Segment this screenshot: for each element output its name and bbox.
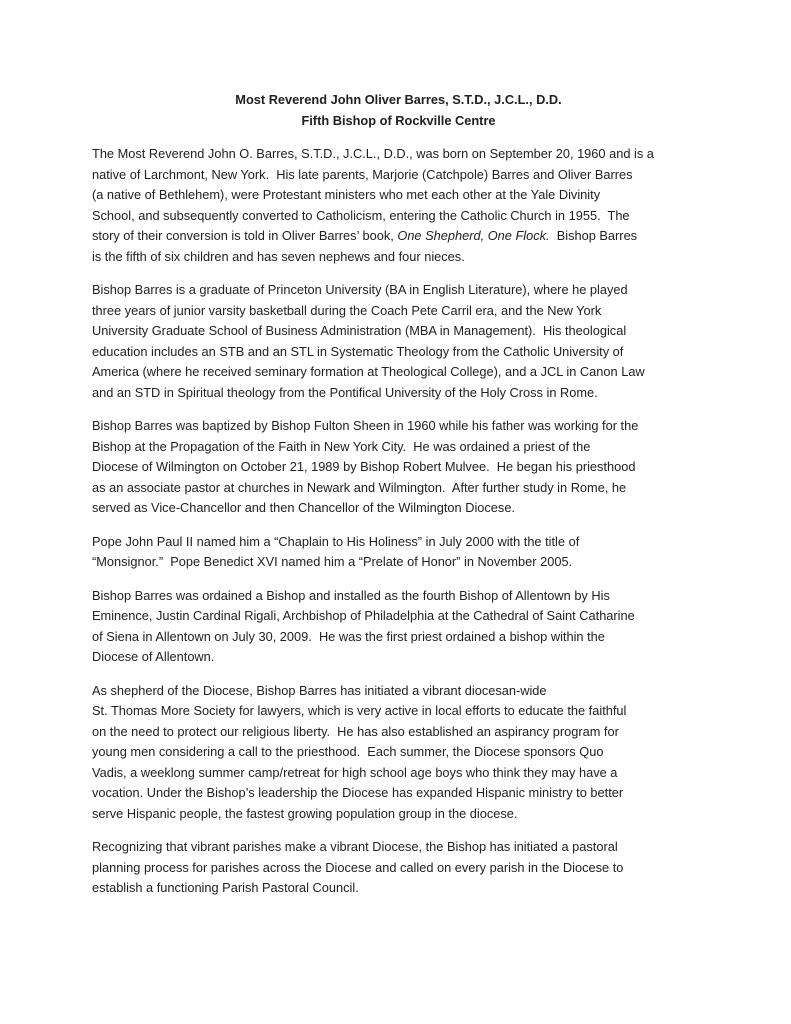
text-line (92, 552, 705, 573)
text-segment: planning process for parishes across the Diocese and called on every parish in the Diocese to (92, 859, 624, 875)
text-line (92, 722, 705, 743)
text-line (92, 804, 705, 825)
text-segment: of Siena in Allentown on July 30, 2009. He was the first priest ordained a bishop within the (92, 628, 605, 644)
text-line (92, 878, 705, 899)
text-segment: Diocese of Allentown. (92, 649, 215, 664)
text-segment: three years of junior varsity basketball during the Coach Pete Carril era, and the New York (92, 302, 602, 318)
text-line (92, 532, 705, 553)
text-segment: establish a functioning Parish Pastoral Council. (92, 880, 359, 895)
text-line (92, 165, 705, 186)
text-segment: Bishop Barres is a graduate of Princeton University (BA in English Literature), where he played (92, 282, 628, 297)
text-line (92, 280, 705, 301)
text-line (92, 742, 705, 763)
text-segment: Bishop at the Propagation of the Faith in New York City. He was ordained a priest of the (92, 438, 591, 454)
paragraph (92, 681, 705, 825)
paragraph (92, 837, 705, 899)
text-segment: America (where he received seminary formation at Theological College), and a JCL in Canon Law (92, 364, 645, 379)
text-line (92, 701, 705, 722)
text-segment: served as Vice-Chancellor and then Chancellor of the Wilmington Diocese. (92, 500, 515, 515)
text-segment: (a native of Bethlehem), were Protestant ministers who met each other at the Yale Divinity (92, 187, 601, 202)
text-line (92, 763, 705, 784)
text-line (92, 383, 705, 404)
document-header (92, 90, 705, 131)
text-segment: Diocese of Wilmington on October 21, 1989 by Bishop Robert Mulvee. He began his priesthood (92, 459, 636, 474)
text-segment: Vadis, a weeklong summer camp/retreat for high school age boys who think they may have a (92, 764, 618, 780)
text-segment: Pope John Paul II named him a “Chaplain to His Holiness” in July 2000 with the title of (92, 533, 580, 549)
text-line (92, 498, 705, 519)
text-segment: “Monsignor.” Pope Benedict XVI named him a “Prelate of Honor” in November 2005. (92, 554, 573, 569)
text-line (92, 416, 705, 437)
text-segment: native of Larchmont, New York. His late parents, Marjorie (Catchpole) Barres and Oliver Barres (92, 166, 633, 182)
text-segment: story of their conversion is told in Oliver Barres’ book, (92, 228, 398, 243)
text-segment: serve Hispanic people, the fastest growing population group in the diocese. (92, 805, 518, 821)
text-line (92, 606, 705, 627)
text-line (92, 586, 705, 607)
document-body (92, 144, 705, 899)
text-segment: Bishop Barres (549, 228, 638, 243)
text-line (92, 783, 705, 804)
paragraph (92, 416, 705, 519)
text-line (92, 478, 705, 499)
text-segment: University Graduate School of Business Administration (MBA in Management). His theological (92, 323, 627, 338)
text-segment: and an STD in Spiritual theology from the Pontifical University of the Holy Cross in Rome. (92, 384, 598, 400)
text-line (92, 362, 705, 383)
text-line (92, 144, 705, 165)
text-segment: School, and subsequently converted to Catholicism, entering the Catholic Church in 1955. The (92, 207, 630, 223)
text-segment: is the fifth of six children and has seven nephews and four nieces. (92, 248, 465, 264)
text-line (92, 457, 705, 478)
text-line (92, 647, 705, 668)
paragraph (92, 280, 705, 403)
text-line (92, 858, 705, 879)
text-line (92, 185, 705, 206)
text-line (92, 206, 705, 227)
text-line (92, 837, 705, 858)
paragraph (92, 144, 705, 267)
text-segment: vocation. Under the Bishop’s leadership the Diocese has expanded Hispanic ministry to better (92, 785, 624, 800)
text-segment: young men considering a call to the priesthood. Each summer, the Diocese sponsors Quo (92, 744, 604, 759)
document-title: Most Reverend John Oliver Barres, S.T.D., J.C.L., D.D. (235, 92, 562, 107)
text-line (92, 247, 705, 268)
text-line (92, 226, 705, 247)
paragraph (92, 586, 705, 668)
text-line (92, 342, 705, 363)
text-segment: Recognizing that vibrant parishes make a vibrant Diocese, the Bishop has initiated a pastoral (92, 839, 618, 854)
text-segment: on the need to protect our religious liberty. He has also established an aspirancy program for (92, 723, 619, 739)
text-line (92, 321, 705, 342)
text-segment: education includes an STB and an STL in Systematic Theology from the Catholic University of (92, 343, 624, 359)
text-line (92, 681, 705, 702)
text-segment: Bishop Barres was ordained a Bishop and installed as the fourth Bishop of Allentown by His (92, 587, 610, 603)
text-segment: As shepherd of the Diocese, Bishop Barres has initiated a vibrant diocesan-wide (92, 682, 547, 698)
text-segment: Eminence, Justin Cardinal Rigali, Archbishop of Philadelphia at the Cathedral of Saint Catharine (92, 608, 635, 623)
text-line (92, 437, 705, 458)
paragraph (92, 532, 705, 573)
text-segment: The Most Reverend John O. Barres, S.T.D., J.C.L., D.D., was born on September 20, 1960 and is a (92, 146, 654, 161)
document-subtitle: Fifth Bishop of Rockville Centre (301, 112, 496, 128)
text-line (92, 301, 705, 322)
text-line (92, 627, 705, 648)
text-segment: as an associate pastor at churches in Newark and Wilmington. After further study in Rome, he (92, 479, 627, 495)
text-segment: Bishop Barres was baptized by Bishop Fulton Sheen in 1960 while his father was working for the (92, 418, 639, 433)
text-segment: St. Thomas More Society for lawyers, which is very active in local efforts to educate the faithful (92, 703, 627, 718)
italic-text: One Shepherd, One Flock. (397, 228, 550, 243)
